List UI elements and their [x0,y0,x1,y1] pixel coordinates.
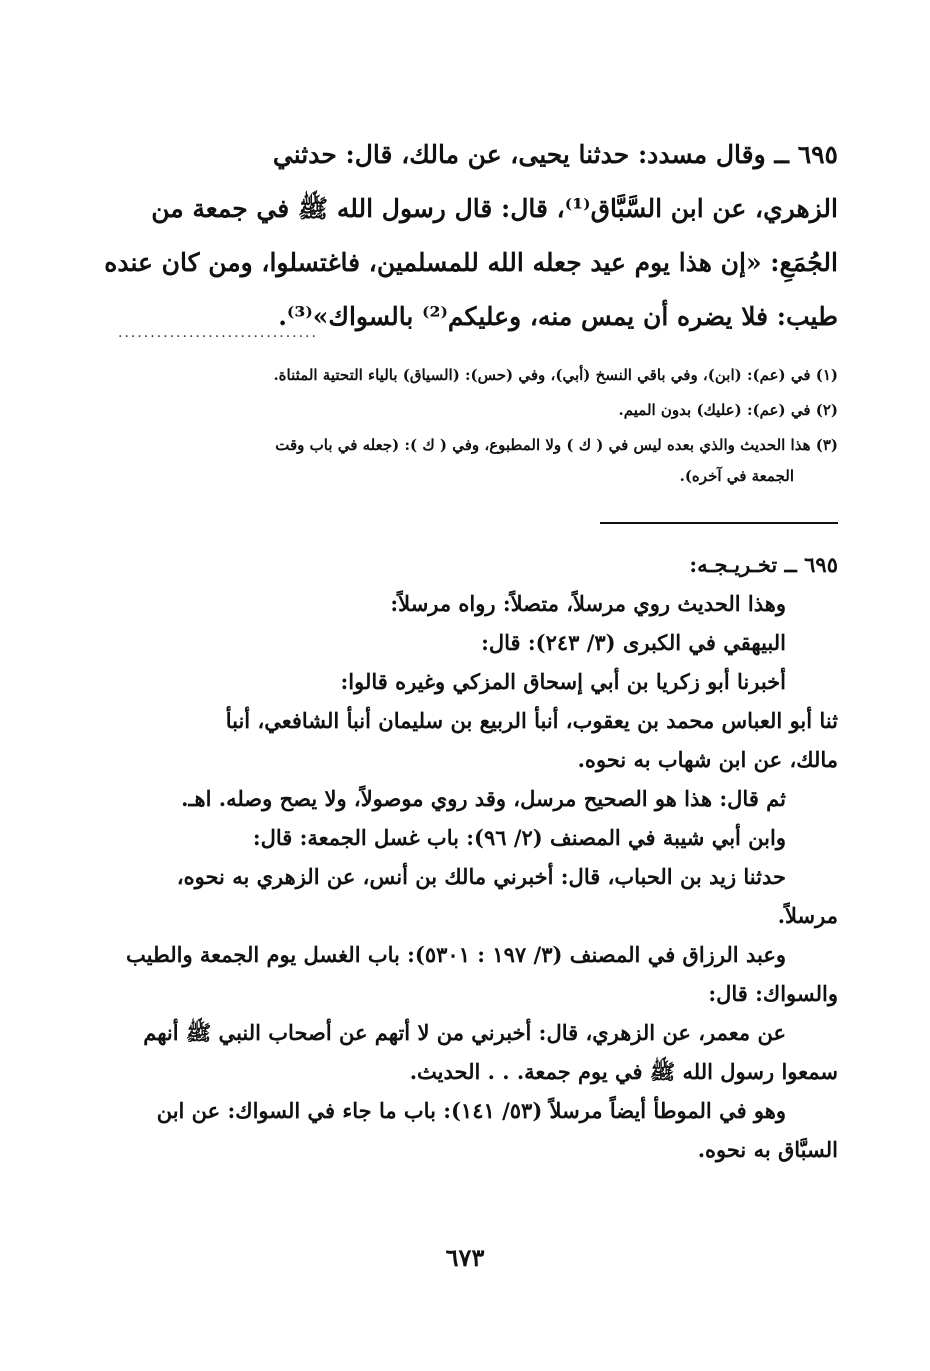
takhrij-line-11: والسواك: قال: [708,981,838,1006]
takhrij-line-1: وهذا الحديث روي مرسلاً، متصلاً: رواه مرسلاً: [390,591,786,616]
takhrij-line-15: السبَّاق به نحوه. [697,1137,838,1162]
page-number: ٦٧٣ [445,1243,485,1272]
takhrij-line-4: ثنا أبو العباس محمد بن يعقوب، أنبأ الربيع بن سليمان أنبأ الشافعي، أنبأ [225,708,838,733]
footnote-3-line-1: (٣) هذا الحديث والذي بعده ليس في ( ك ) ولا المطبوع، وفي ( ك ): (جعله في باب وقت [275,436,838,454]
hadith-line-3: الجُمَعِ: «إن هذا يوم عيد جعله الله للمسلمين، فاغتسلوا، ومن كان عنده [104,248,838,277]
footnote-2: (٢) في (عم): (عليك) بدون الميم. [618,401,838,419]
takhrij-line-9: مرسلاً. [777,903,838,928]
footnote-3-line-2: الجمعة في آخره). [679,467,794,485]
hadith-text [93,128,838,344]
takhrij-line-13: سمعوا رسول الله ﷺ في يوم جمعة. . . الحديث. [409,1059,838,1084]
footnote-3 [93,430,838,492]
takhrij-section [93,545,838,1169]
footnote-1: (١) في (عم): (ابن)، وفي باقي النسخ (أبي)، وفي (حس): (السياق) بالياء التحتية المثناة. [273,366,838,384]
takhrij-heading: ٦٩٥ ــ تخـريـجـه: [689,552,838,577]
takhrij-line-2: البيهقي في الكبرى (٣/ ٢٤٣): قال: [481,630,786,655]
footnote-separator: ............................... [118,325,318,341]
takhrij-line-6: ثم قال: هذا هو الصحيح مرسل، وقد روي موصولاً، ولا يصح وصله. اهـ. [181,786,786,811]
takhrij-line-8: حدثنا زيد بن الحباب، قال: أخبرني مالك بن أنس، عن الزهري به نحوه، [176,864,786,889]
takhrij-line-5: مالك، عن ابن شهاب به نحوه. [577,747,838,772]
hadith-line-2: الزهري، عن ابن السَّبَّاق⁽¹⁾، قال: قال رسول الله ﷺ في جمعة من [151,194,838,223]
takhrij-line-12: عن معمر، عن الزهري، قال: أخبرني من لا أتهم عن أصحاب النبي ﷺ أنهم [143,1020,786,1045]
hadith-line-1: ٦٩٥ ــ وقال مسدد: حدثنا يحيى، عن مالك، قال: حدثني [272,140,838,169]
takhrij-line-3: أخبرنا أبو زكريا بن أبي إسحاق المزكي وغيره قالوا: [340,669,786,694]
takhrij-line-10: وعبد الرزاق في المصنف (٣/ ١٩٧ : ٥٣٠١): باب الغسل يوم الجمعة والطيب [126,942,786,967]
hadith-line-4: طيب: فلا يضره أن يمس منه، وعليكم⁽²⁾ بالسواك»⁽³⁾. [278,302,838,331]
takhrij-line-14: وهو في الموطأ أيضاً مرسلاً (٥٣/ ١٤١): باب ما جاء في السواك: عن ابن [156,1098,786,1123]
section-divider [600,522,838,524]
takhrij-line-7: وابن أبي شيبة في المصنف (٢/ ٩٦): باب غسل الجمعة: قال: [252,825,786,850]
